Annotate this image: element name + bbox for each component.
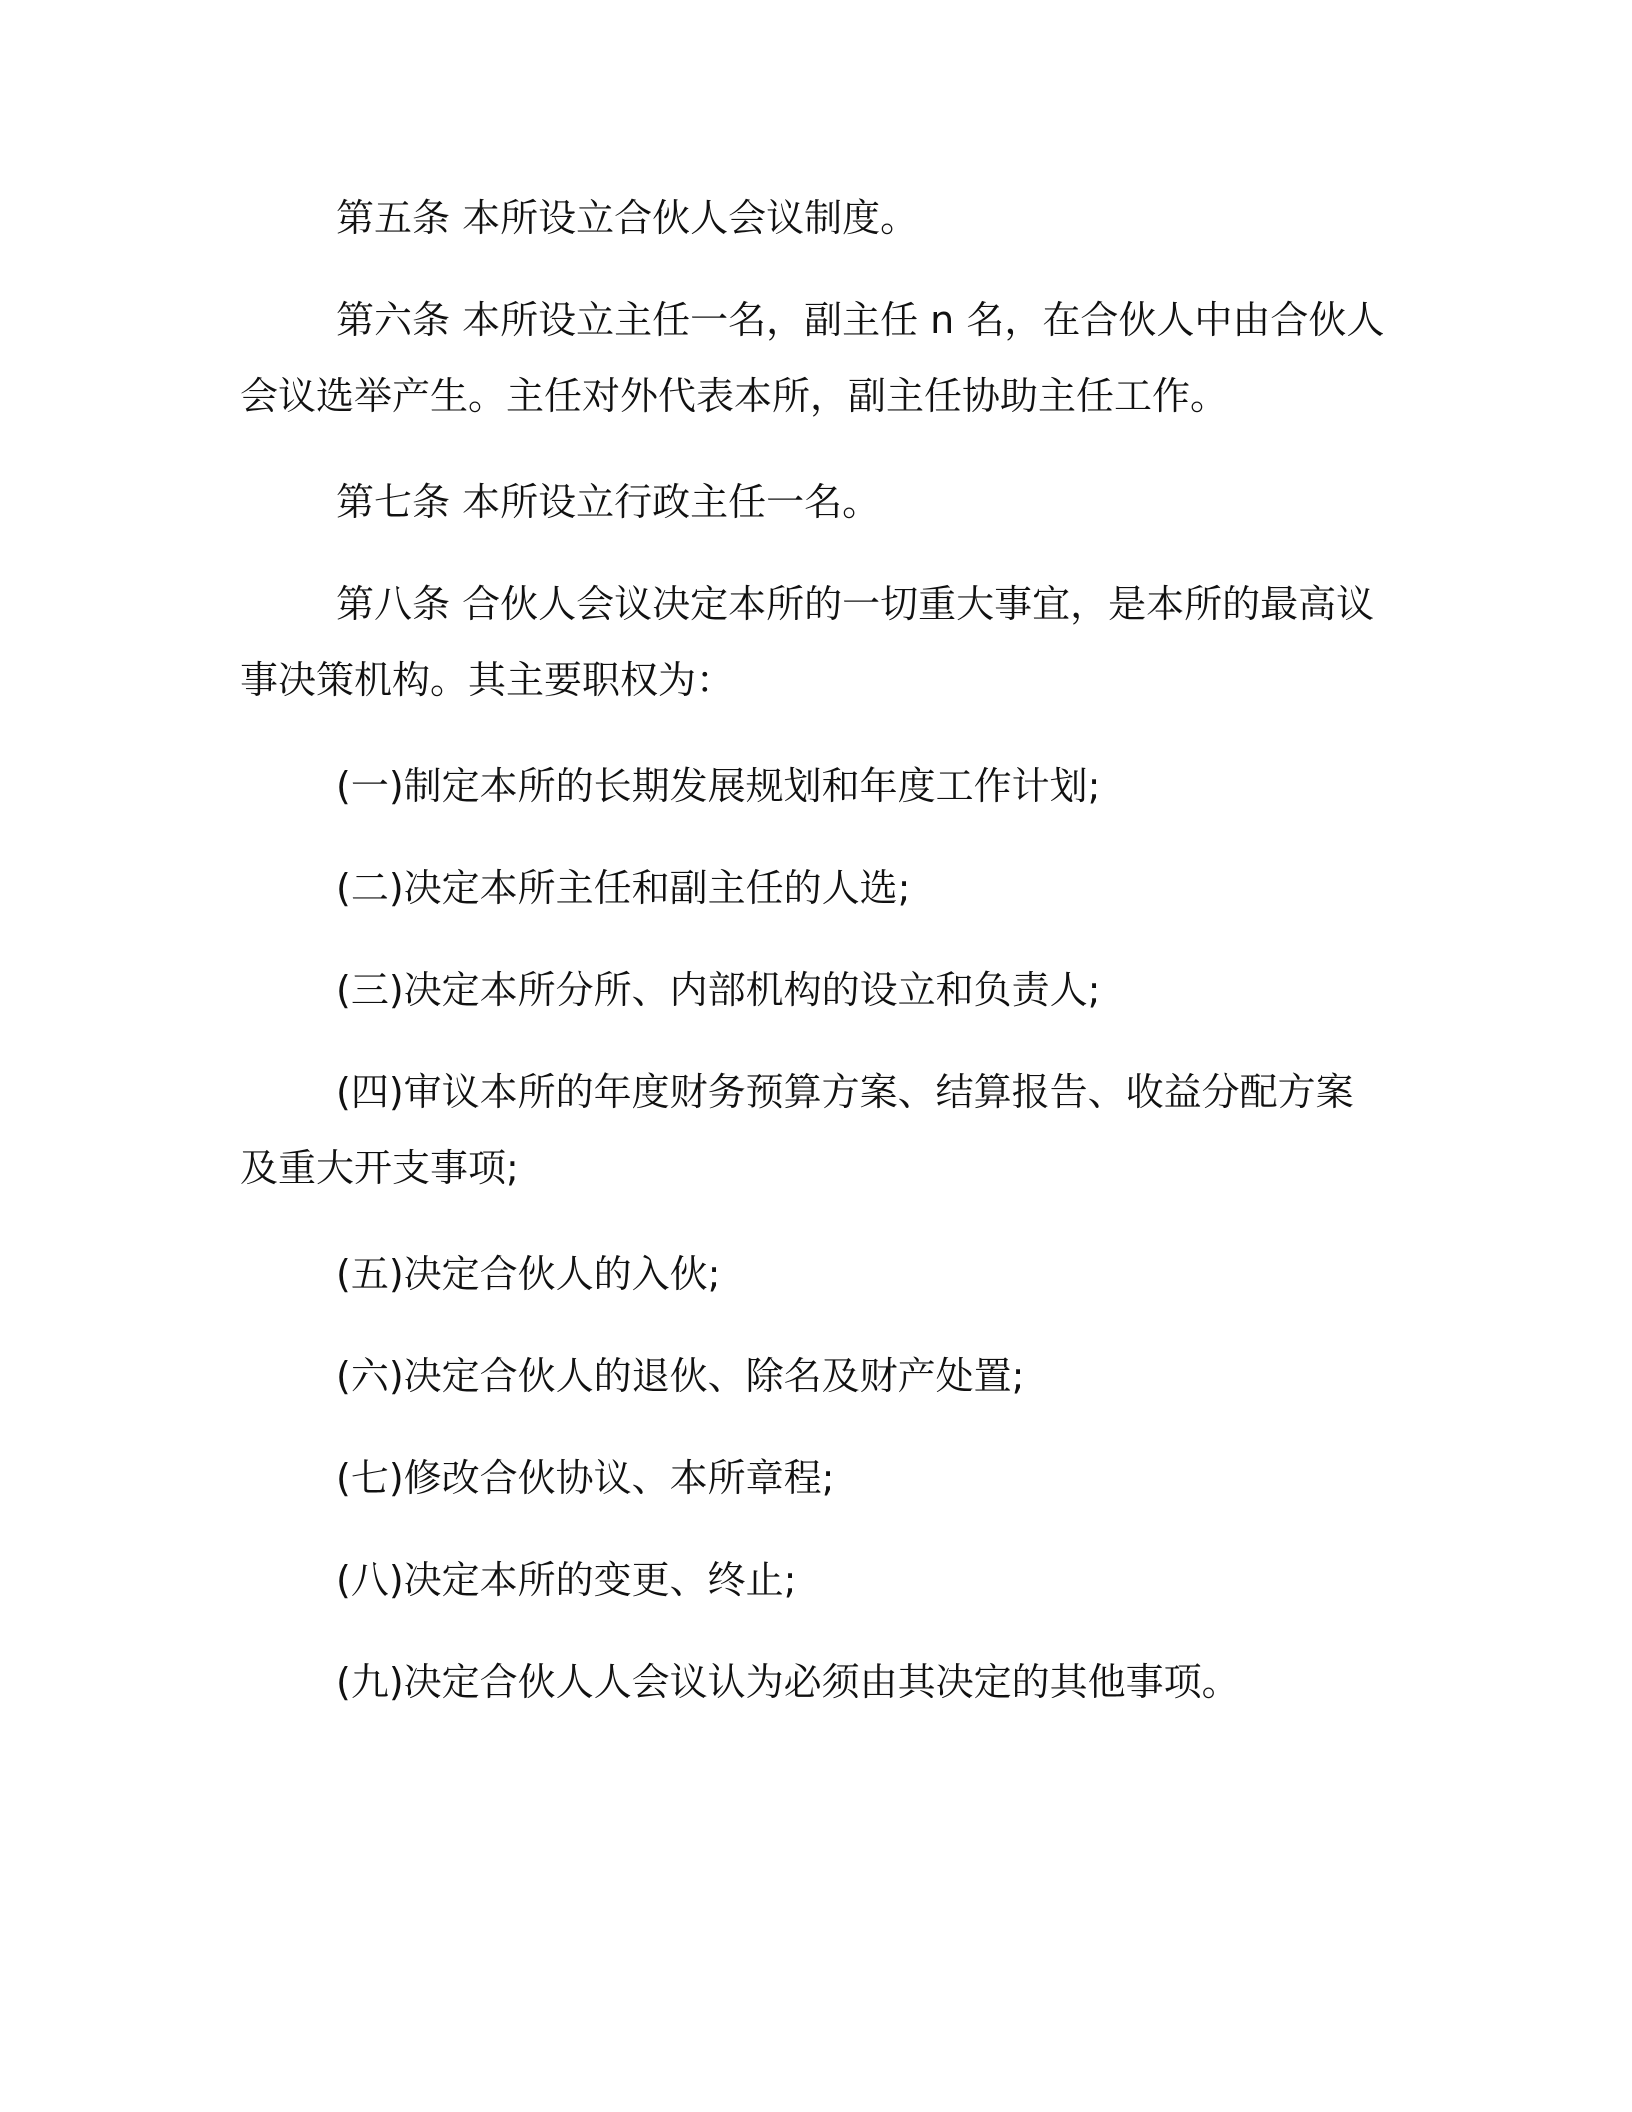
power-item-8: (八)决定本所的变更、终止; bbox=[336, 1558, 797, 1602]
power-item-7: (七)修改合伙协议、本所章程; bbox=[336, 1456, 835, 1500]
power-item-2: (二)决定本所主任和副主任的人选; bbox=[336, 866, 911, 910]
article-7-paragraph: 第七条 本所设立行政主任一名。 bbox=[336, 480, 881, 524]
article-6-paragraph: 第六条 本所设立主任一名，副主任 n 名，在合伙人中由合伙人会议选举产生。主任对外代表本所，副主任协助主任工作。 bbox=[240, 298, 1385, 418]
power-item-1: (一)制定本所的长期发展规划和年度工作计划; bbox=[336, 764, 1101, 808]
power-item-3: (三)决定本所分所、内部机构的设立和负责人; bbox=[336, 968, 1101, 1012]
power-item-9: (九)决定合伙人人会议认为必须由其决定的其他事项。 bbox=[336, 1660, 1240, 1704]
document-page bbox=[240, 0, 1390, 2112]
power-item-4: (四)审议本所的年度财务预算方案、结算报告、收益分配方案及重大开支事项; bbox=[240, 1070, 1354, 1190]
article-8-paragraph: 第八条 合伙人会议决定本所的一切重大事宜，是本所的最高议事决策机构。其主要职权为： bbox=[240, 582, 1375, 702]
power-item-6: (六)决定合伙人的退伙、除名及财产处置; bbox=[336, 1354, 1025, 1398]
article-5-paragraph: 第五条 本所设立合伙人会议制度。 bbox=[336, 196, 919, 240]
power-item-5: (五)决定合伙人的入伙; bbox=[336, 1252, 721, 1296]
